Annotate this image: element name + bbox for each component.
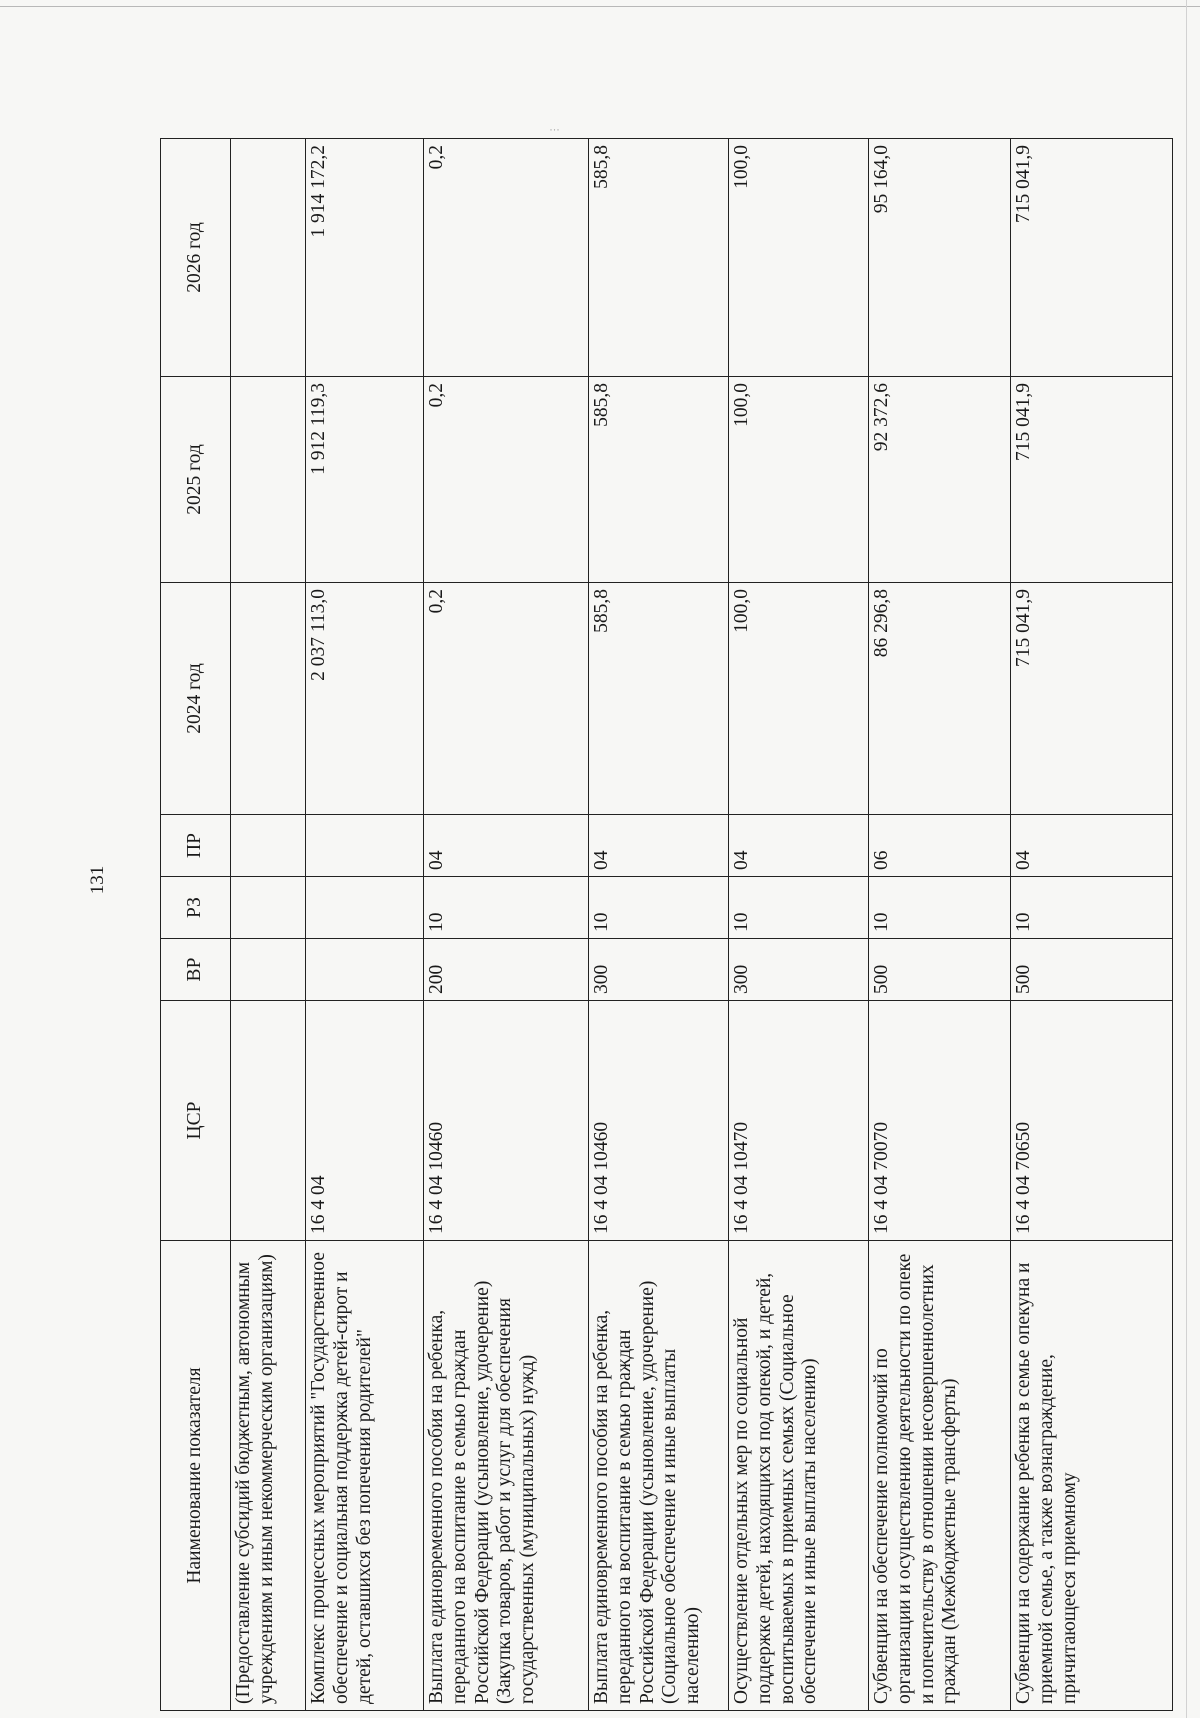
cell-2026: 100,0	[729, 139, 869, 377]
scan-edge-right	[1186, 0, 1187, 1718]
rotated-table-container	[160, 139, 1172, 1711]
budget-table	[160, 138, 1173, 1711]
cell-pr: 04	[589, 815, 729, 877]
cell-vr	[306, 939, 424, 1001]
table-row	[869, 139, 1011, 1711]
cell-2026	[231, 139, 306, 377]
cell-csr: 16 4 04 10460	[589, 1001, 729, 1241]
cell-2025	[231, 377, 306, 583]
cell-rz: 10	[729, 877, 869, 939]
cell-vr: 300	[589, 939, 729, 1001]
cell-vr: 300	[729, 939, 869, 1001]
header-2025: 2025 год	[161, 377, 231, 583]
cell-pr: 04	[729, 815, 869, 877]
cell-2025: 715 041,9	[1011, 377, 1173, 583]
cell-2026: 585,8	[589, 139, 729, 377]
cell-rz	[306, 877, 424, 939]
cell-pr: 06	[869, 815, 1011, 877]
table-row	[1011, 139, 1173, 1711]
cell-name: Выплата единовременного пособия на ребенка, переданного на воспитание в семью граждан Российской Федерации (усыновление, удочерение) (Закупка товаров, работ и услуг для обеспечения государственных (муниципальных) нужд)	[424, 1241, 589, 1711]
header-name: Наименование показателя	[161, 1241, 231, 1711]
cell-2024: 2 037 113,0	[306, 583, 424, 815]
cell-rz: 10	[589, 877, 729, 939]
table-row	[729, 139, 869, 1711]
cell-2024: 100,0	[729, 583, 869, 815]
cell-2026: 1 914 172,2	[306, 139, 424, 377]
cell-2025: 1 912 119,3	[306, 377, 424, 583]
cell-pr: 04	[424, 815, 589, 877]
cell-2024: 86 296,8	[869, 583, 1011, 815]
cell-csr	[231, 1001, 306, 1241]
cell-rz	[231, 877, 306, 939]
cell-vr: 500	[1011, 939, 1173, 1001]
cell-2024: 585,8	[589, 583, 729, 815]
cell-name: Комплекс процессных мероприятий "Государственное обеспечение и социальная поддержка детей-сирот и детей, оставшихся без попечения родителей"	[306, 1241, 424, 1711]
cell-2024: 0,2	[424, 583, 589, 815]
cell-csr: 16 4 04	[306, 1001, 424, 1241]
cell-2026: 715 041,9	[1011, 139, 1173, 377]
cell-pr	[306, 815, 424, 877]
cell-csr: 16 4 04 10460	[424, 1001, 589, 1241]
scan-edge-top	[0, 6, 1200, 7]
cell-2024	[231, 583, 306, 815]
table-row	[306, 139, 424, 1711]
table-row	[231, 139, 306, 1711]
header-pr: ПР	[161, 815, 231, 877]
cell-rz: 10	[1011, 877, 1173, 939]
cell-vr: 200	[424, 939, 589, 1001]
cell-csr: 16 4 04 70070	[869, 1001, 1011, 1241]
table-header-row	[161, 139, 231, 1711]
cell-rz: 10	[424, 877, 589, 939]
cell-2025: 0,2	[424, 377, 589, 583]
header-csr: ЦСР	[161, 1001, 231, 1241]
faint-stamp: ...	[549, 122, 561, 134]
cell-rz: 10	[869, 877, 1011, 939]
cell-pr	[231, 815, 306, 877]
cell-vr	[231, 939, 306, 1001]
cell-name: (Предоставление субсидий бюджетным, автономным учреждениям и иным некоммерческим организациям)	[231, 1241, 306, 1711]
cell-2024: 715 041,9	[1011, 583, 1173, 815]
header-2024: 2024 год	[161, 583, 231, 815]
header-2026: 2026 год	[161, 139, 231, 377]
cell-csr: 16 4 04 70650	[1011, 1001, 1173, 1241]
cell-pr: 04	[1011, 815, 1173, 877]
cell-name: Субвенции на содержание ребенка в семье опекуна и приемной семье, а также вознаграждение, причитающееся приемному	[1011, 1241, 1173, 1711]
cell-name: Субвенции на обеспечение полномочий по организации и осуществлению деятельности по опеке и попечительству в отношении несовершеннолетних граждан (Межбюджетные трансферты)	[869, 1241, 1011, 1711]
header-rz: РЗ	[161, 877, 231, 939]
cell-2025: 92 372,6	[869, 377, 1011, 583]
table-row	[424, 139, 589, 1711]
table-rotator	[160, 139, 1172, 1711]
cell-2026: 95 164,0	[869, 139, 1011, 377]
cell-name: Выплата единовременного пособия на ребенка, переданного на воспитание в семью граждан Российской Федерации (усыновление, удочерение) (Социальное обеспечение и иные выплаты населению)	[589, 1241, 729, 1711]
cell-vr: 500	[869, 939, 1011, 1001]
cell-2025: 100,0	[729, 377, 869, 583]
cell-name: Осуществление отдельных мер по социальной поддержке детей, находящихся под опекой, и детей, воспитываемых в приемных семьях (Социальное обеспечение и иные выплаты населению)	[729, 1241, 869, 1711]
page-number: 131	[87, 865, 108, 895]
header-vr: ВР	[161, 939, 231, 1001]
cell-2025: 585,8	[589, 377, 729, 583]
cell-2026: 0,2	[424, 139, 589, 377]
cell-csr: 16 4 04 10470	[729, 1001, 869, 1241]
table-row	[589, 139, 729, 1711]
